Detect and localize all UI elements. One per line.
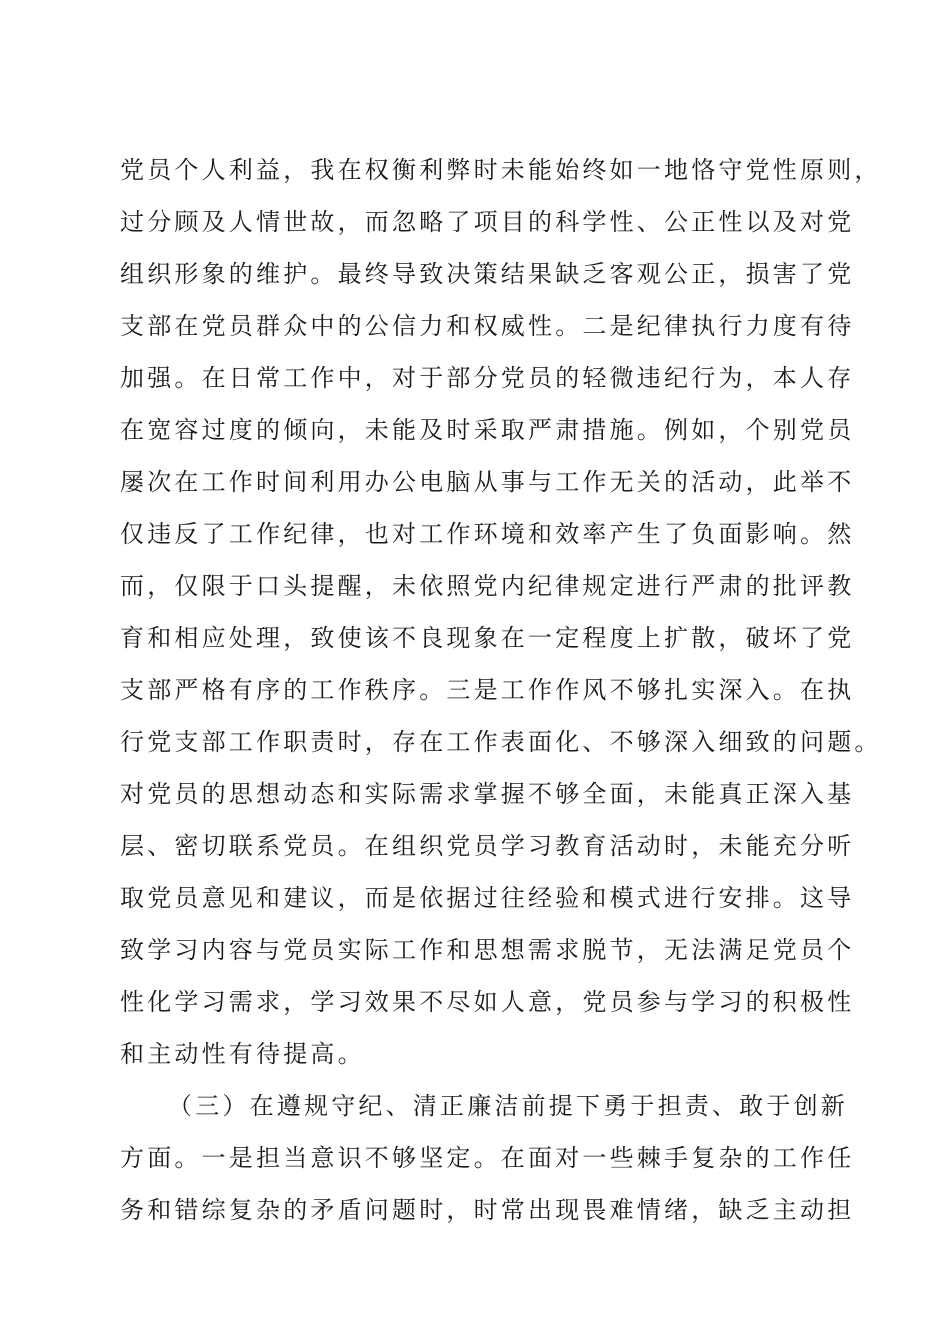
text-line: 取党员意见和建议，而是依据过往经验和模式进行安排。这导 — [120, 884, 855, 912]
text-line: 行党支部工作职责时，存在工作表面化、不够深入细致的问题。 — [120, 728, 882, 756]
text-line: 在宽容过度的倾向，未能及时采取严肃措施。例如，个别党员 — [120, 416, 855, 444]
text-line: 方面。一是担当意识不够坚定。在面对一些棘手复杂的工作任 — [120, 1144, 855, 1172]
text-line: 和主动性有待提高。 — [120, 1040, 365, 1068]
text-line: 仅违反了工作纪律，也对工作环境和效率产生了负面影响。然 — [120, 520, 855, 548]
text-line: 性化学习需求，学习效果不尽如人意，党员参与学习的积极性 — [120, 988, 855, 1016]
text-line: 育和相应处理，致使该不良现象在一定程度上扩散，破坏了党 — [120, 624, 855, 652]
text-line: 致学习内容与党员实际工作和思想需求脱节，无法满足党员个 — [120, 936, 855, 964]
text-line: 支部严格有序的工作秩序。三是工作作风不够扎实深入。在执 — [120, 676, 855, 704]
text-line: 屡次在工作时间利用办公电脑从事与工作无关的活动，此举不 — [120, 468, 855, 496]
text-line: 层、密切联系党员。在组织党员学习教育活动时，未能充分听 — [120, 832, 855, 860]
text-line: 党员个人利益，我在权衡利弊时未能始终如一地恪守党性原则， — [120, 156, 882, 184]
text-line: 组织形象的维护。最终导致决策结果缺乏客观公正，损害了党 — [120, 260, 855, 288]
text-line: 而，仅限于口头提醒，未依照党内纪律规定进行严肃的批评教 — [120, 572, 855, 600]
text-line: 务和错综复杂的矛盾问题时，时常出现畏难情绪，缺乏主动担 — [120, 1196, 855, 1224]
text-line: 过分顾及人情世故，而忽略了项目的科学性、公正性以及对党 — [120, 208, 855, 236]
section-heading-line: （三）在遵规守纪、清正廉洁前提下勇于担责、敢于创新 — [168, 1092, 848, 1120]
text-line: 加强。在日常工作中，对于部分党员的轻微违纪行为，本人存 — [120, 364, 855, 392]
text-line: 支部在党员群众中的公信力和权威性。二是纪律执行力度有待 — [120, 312, 855, 340]
text-line: 对党员的思想动态和实际需求掌握不够全面，未能真正深入基 — [120, 780, 855, 808]
